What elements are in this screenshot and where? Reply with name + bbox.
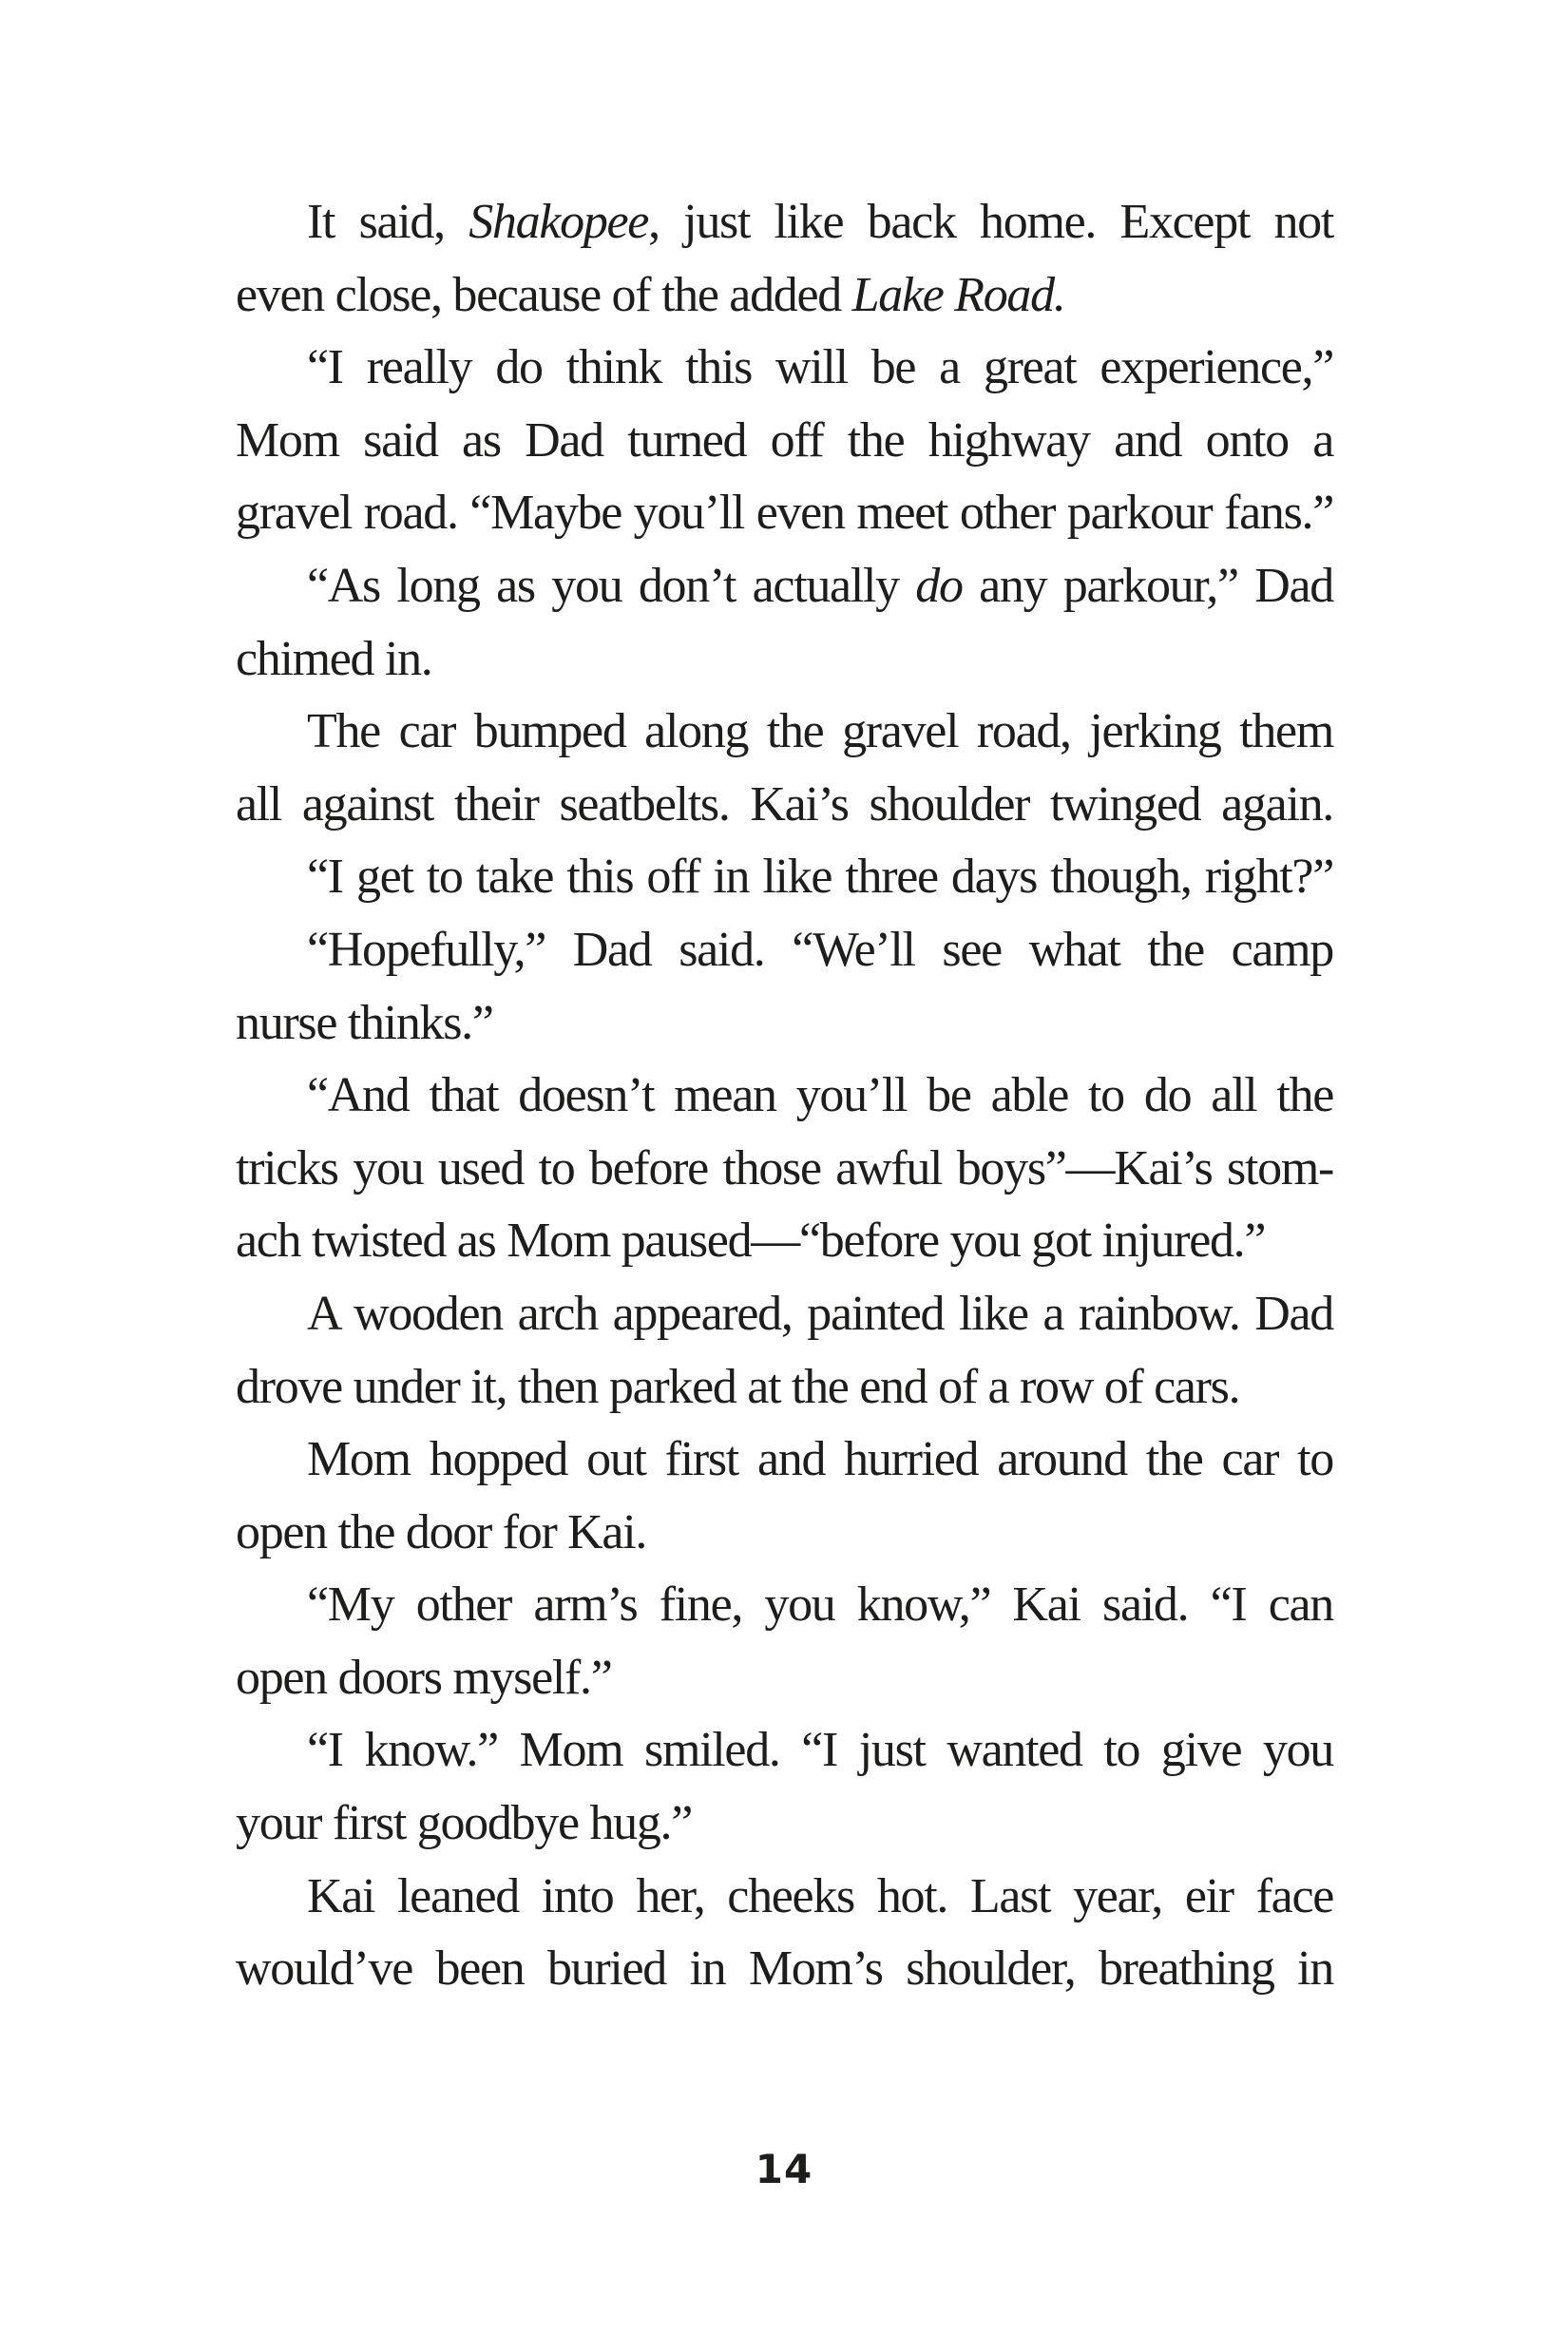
text-line xyxy=(236,1278,1333,1351)
text-line xyxy=(236,1788,1333,1861)
text-line xyxy=(236,1642,1333,1715)
text-line xyxy=(236,405,1333,478)
text-segment: “My other arm’s fine, you know,” Kai said. “I can xyxy=(307,1578,1333,1633)
text-line xyxy=(236,1205,1333,1278)
text-segment: “I get to take this off in like three days though, right?” xyxy=(307,850,1333,905)
text-segment: “I know.” Mom smiled. “I just wanted to give you xyxy=(307,1723,1333,1778)
text-line xyxy=(236,1133,1333,1206)
text-segment: drove under it, then parked at the end of a row of cars. xyxy=(236,1359,1240,1414)
text-segment: Lake Road. xyxy=(851,267,1065,322)
text-segment: Mom hopped out first and hurried around the car to xyxy=(307,1432,1333,1487)
body-text xyxy=(236,186,1333,2006)
text-segment: would’ve been buried in Mom’s shoulder, breathing in xyxy=(236,1941,1333,1997)
text-line xyxy=(236,769,1333,842)
text-segment: all against their seatbelts. Kai’s shoulder twinged again. xyxy=(236,776,1333,832)
text-line xyxy=(236,1497,1333,1570)
text-line xyxy=(236,1351,1333,1425)
text-segment: your first goodbye hug.” xyxy=(236,1796,693,1851)
text-segment: Kai leaned into her, cheeks hot. Last year, eir face xyxy=(307,1868,1333,1923)
text-line xyxy=(236,1060,1333,1133)
text-line xyxy=(236,841,1333,914)
text-line xyxy=(236,259,1333,333)
text-segment: A wooden arch appeared, painted like a rainbow. Dad xyxy=(307,1286,1333,1341)
text-segment: “And that doesn’t mean you’ll be able to do all the xyxy=(307,1068,1333,1123)
text-segment: even close, because of the added xyxy=(236,267,852,322)
text-segment: Shakopee xyxy=(468,195,649,249)
text-line xyxy=(236,914,1333,987)
text-segment: tricks you used to before those awful boys”—Kai’s stom- xyxy=(236,1140,1333,1195)
text-line xyxy=(236,477,1333,550)
text-segment: any parkour,” Dad xyxy=(962,558,1333,613)
text-line xyxy=(236,186,1333,259)
text-line xyxy=(236,696,1333,769)
text-line xyxy=(236,1714,1333,1788)
text-segment: ach twisted as Mom paused—“before you got injured.” xyxy=(236,1214,1266,1269)
text-segment: nurse thinks.” xyxy=(236,995,493,1050)
text-line xyxy=(236,1424,1333,1497)
page-number: 14 xyxy=(755,2146,813,2192)
text-segment: “As long as you don’t actually xyxy=(307,558,916,613)
text-segment: chimed in. xyxy=(236,631,432,686)
text-segment: “I really do think this will be a great experience,” xyxy=(307,340,1333,395)
text-line xyxy=(236,550,1333,623)
text-segment: “Hopefully,” Dad said. “We’ll see what the camp xyxy=(307,922,1333,977)
text-line xyxy=(236,623,1333,697)
text-line xyxy=(236,1861,1333,1934)
text-segment: Mom said as Dad turned off the highway and onto a xyxy=(236,412,1333,468)
text-line xyxy=(236,987,1333,1061)
text-line xyxy=(236,1933,1333,2006)
text-segment: do xyxy=(915,558,963,613)
text-segment: gravel road. “Maybe you’ll even meet other parkour fans.” xyxy=(236,486,1333,541)
text-segment: , just like back home. Except not xyxy=(648,195,1333,249)
text-segment: open the door for Kai. xyxy=(236,1504,647,1559)
text-segment: The car bumped along the gravel road, jerking them xyxy=(307,704,1333,759)
text-line xyxy=(236,332,1333,405)
text-segment: open doors myself.” xyxy=(236,1650,612,1705)
text-segment: It said, xyxy=(307,195,469,249)
text-line xyxy=(236,1569,1333,1642)
